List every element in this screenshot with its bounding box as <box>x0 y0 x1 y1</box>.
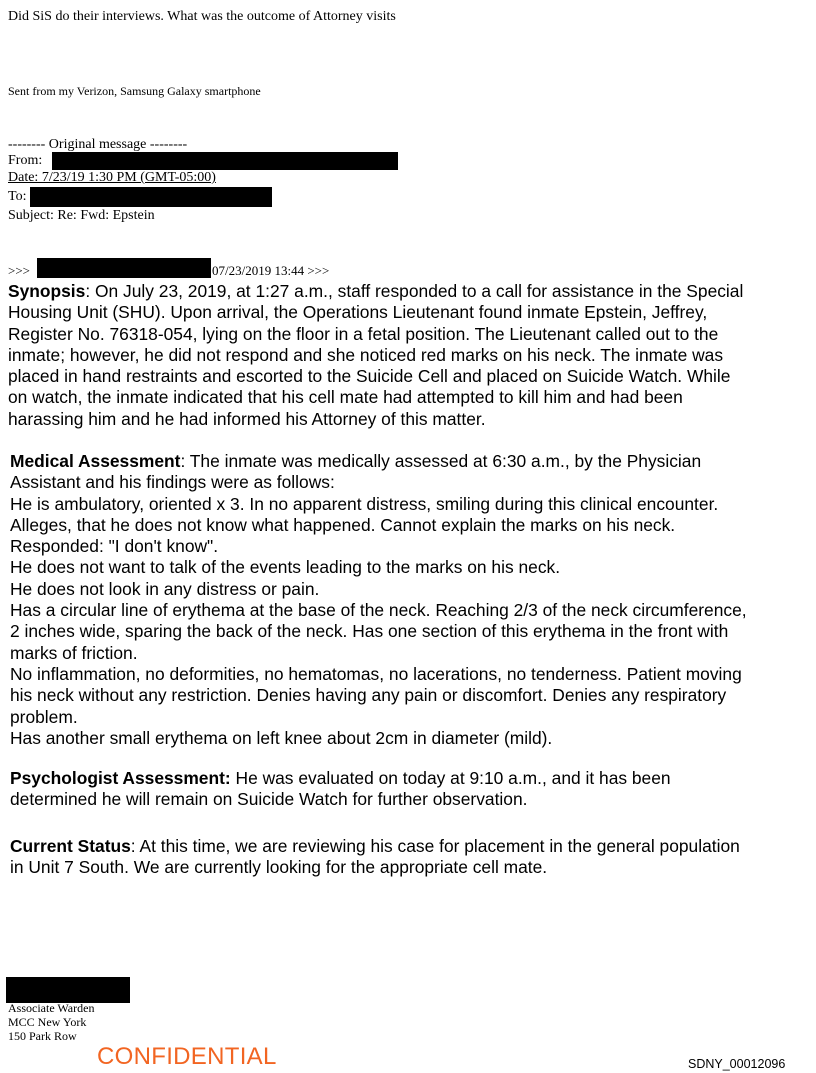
synopsis-line: on watch, the inmate indicated that his cell mate had attempted to kill him and had been <box>8 387 683 408</box>
synopsis-section <box>8 281 808 430</box>
medical-line: Has another small erythema on left knee about 2cm in diameter (mild). <box>10 727 553 748</box>
medical-section <box>10 451 810 749</box>
medical-line: Has a circular line of erythema at the base of the neck. Reaching 2/3 of the neck circumference, <box>10 600 747 621</box>
synopsis-line: : On July 23, 2019, at 1:27 a.m., staff responded to a call for assistance in the Special <box>85 281 744 301</box>
psychologist-heading: Psychologist Assessment: <box>10 768 231 788</box>
psychologist-section <box>10 768 810 811</box>
forward-timestamp: 07/23/2019 13:44 >>> <box>212 263 330 278</box>
medical-line: No inflammation, no deformities, no hematomas, no lacerations, no tenderness. Patient moving <box>10 663 742 684</box>
medical-line: problem. <box>10 706 78 727</box>
psychologist-line: He was evaluated on today at 9:10 a.m., and it has been <box>230 768 671 788</box>
medical-line: Assistant and his findings were as follows: <box>10 472 335 493</box>
synopsis-line: harassing him and he had informed his Attorney of this matter. <box>8 408 486 429</box>
synopsis-line: Housing Unit (SHU). Upon arrival, the Operations Lieutenant found inmate Epstein, Jeffrey, <box>8 302 708 323</box>
medical-line: his neck without any restriction. Denies having any pain or discomfort. Denies any respiratory <box>10 685 727 706</box>
medical-line: He does not look in any distress or pain. <box>10 578 320 599</box>
subject-line: Subject: Re: Fwd: Epstein <box>8 208 155 223</box>
email-question: Did SiS do their interviews. What was the outcome of Attorney visits <box>8 9 396 24</box>
forward-prefix: >>> <box>8 263 30 278</box>
original-message-marker: -------- Original message -------- <box>8 137 188 152</box>
signature-block <box>8 1001 94 1043</box>
status-line: in Unit 7 South. We are currently looking for the appropriate cell mate. <box>10 857 548 878</box>
medical-line: He does not want to talk of the events leading to the marks on his neck. <box>10 557 561 578</box>
sent-from-line: Sent from my Verizon, Samsung Galaxy smartphone <box>8 84 261 98</box>
synopsis-line: inmate; however, he did not respond and she noticed red marks on his neck. The inmate was <box>8 344 724 365</box>
redaction-sender <box>37 258 211 278</box>
redaction-from <box>52 152 398 170</box>
signature-address: 150 Park Row <box>8 1029 77 1043</box>
bates-number: SDNY_00012096 <box>688 1057 786 1071</box>
from-label: From: <box>8 153 43 168</box>
signature-title: Associate Warden <box>8 1001 95 1015</box>
medical-line: marks of friction. <box>10 642 138 663</box>
status-section <box>10 836 810 879</box>
signature-org: MCC New York <box>8 1015 87 1029</box>
confidential-stamp: CONFIDENTIAL <box>97 1043 277 1070</box>
medical-line: He is ambulatory, oriented x 3. In no apparent distress, smiling during this clinical encounter. <box>10 493 719 514</box>
medical-line: Alleges, that he does not know what happened. Cannot explain the marks on his neck. <box>10 514 676 535</box>
date-line: Date: 7/23/19 1:30 PM (GMT-05:00) <box>8 170 216 185</box>
medical-line: 2 inches wide, sparing the back of the neck. Has one section of this erythema in the front with <box>10 621 729 642</box>
redaction-signature-name <box>6 977 130 1003</box>
synopsis-line: Register No. 76318-054, lying on the floor in a fetal position. The Lieutenant called out to the <box>8 323 719 344</box>
medical-line: Responded: "I don't know". <box>10 536 219 557</box>
medical-line: : The inmate was medically assessed at 6:30 a.m., by the Physician <box>180 451 702 471</box>
synopsis-line: placed in hand restraints and escorted to the Suicide Cell and placed on Suicide Watch. While <box>8 366 731 387</box>
redaction-to <box>30 187 272 207</box>
status-heading: Current Status <box>10 836 131 856</box>
status-line: : At this time, we are reviewing his case for placement in the general population <box>130 836 740 856</box>
psychologist-line: determined he will remain on Suicide Watch for further observation. <box>10 789 528 810</box>
synopsis-heading: Synopsis <box>8 281 86 301</box>
to-label: To: <box>8 189 27 204</box>
medical-heading: Medical Assessment <box>10 451 181 471</box>
